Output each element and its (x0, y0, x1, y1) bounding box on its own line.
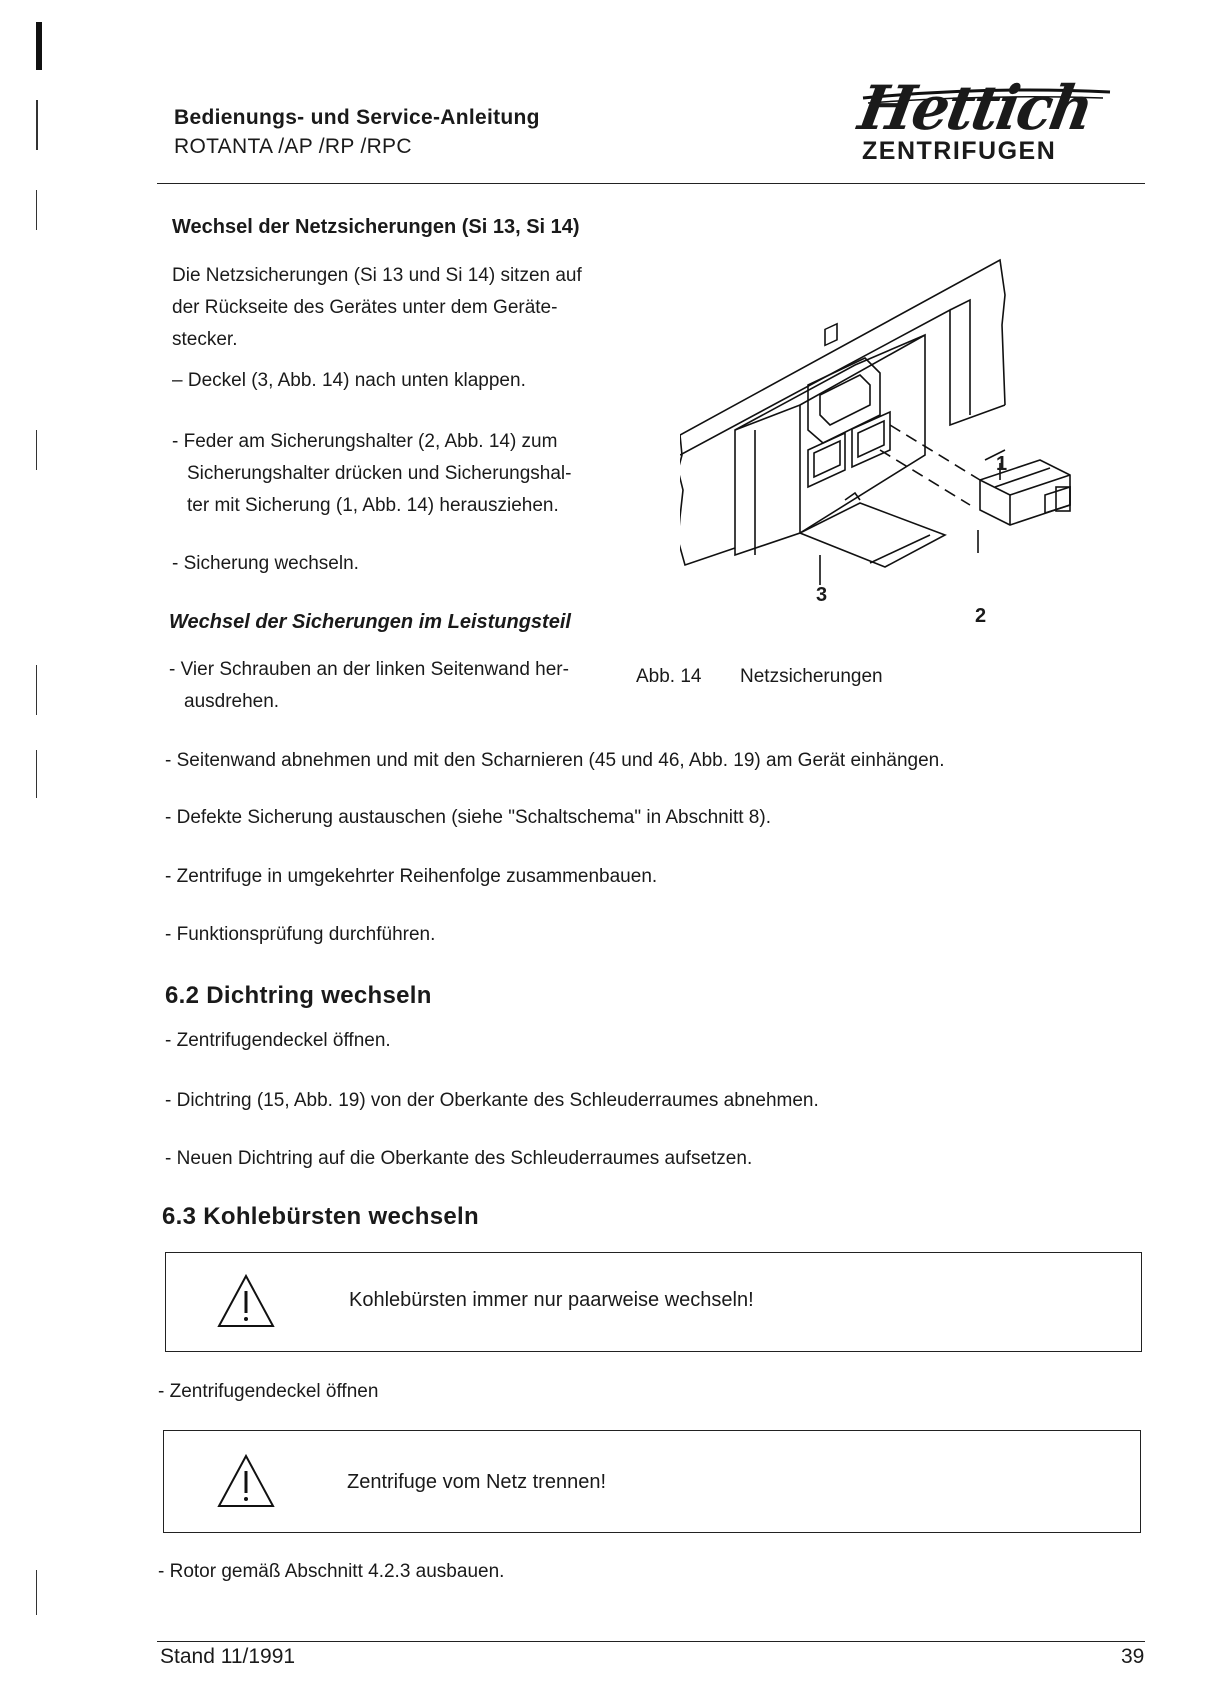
warning-text-brushes: Kohlebürsten immer nur paarweise wechseln! (349, 1289, 754, 1311)
footer-rule (157, 1641, 1145, 1642)
power-step-4: - Zentrifuge in umgekehrter Reihenfolge zusammenbauen. (165, 866, 658, 887)
hettich-logo (848, 70, 1118, 170)
scan-mark (36, 22, 42, 70)
scan-mark (36, 665, 37, 715)
fuse-step-2 (172, 426, 571, 522)
section-6-2-step-3: - Neuen Dichtring auf die Oberkante des Schleuderraumes aufsetzen. (165, 1148, 753, 1169)
power-step-1 (169, 654, 569, 718)
logo-wordmark: Hettich (853, 72, 1098, 144)
logo-subtitle: ZENTRIFUGEN (862, 137, 1057, 165)
model-line: ROTANTA /AP /RP /RPC (174, 135, 412, 158)
text-line: - Vier Schrauben an der linken Seitenwand her- (169, 659, 569, 680)
section-6-2-step-2: - Dichtring (15, Abb. 19) von der Oberkante des Schleuderraumes abnehmen. (165, 1090, 819, 1111)
power-step-2: - Seitenwand abnehmen und mit den Scharnieren (45 und 46, Abb. 19) am Gerät einhängen. (165, 750, 945, 771)
header-rule (157, 183, 1145, 184)
scan-mark (36, 190, 37, 230)
section-6-3-step-2: - Rotor gemäß Abschnitt 4.2.3 ausbauen. (158, 1561, 505, 1582)
section-6-2-heading: 6.2 Dichtring wechseln (165, 982, 432, 1009)
figure-caption-text: Netzsicherungen (740, 666, 883, 687)
figure-label-1: 1 (996, 453, 1008, 475)
text-line: stecker. (172, 329, 238, 350)
section-6-2-step-1: - Zentrifugendeckel öffnen. (165, 1030, 391, 1051)
warning-text-power: Zentrifuge vom Netz trennen! (347, 1471, 607, 1493)
figure-label-2: 2 (975, 605, 987, 627)
fuse-section-heading: Wechsel der Netzsicherungen (Si 13, Si 14) (172, 216, 580, 238)
scan-mark (36, 1570, 37, 1615)
scan-mark (36, 100, 38, 150)
warning-triangle-icon (216, 1453, 276, 1509)
scan-mark (36, 750, 37, 798)
warning-triangle-icon (216, 1273, 276, 1329)
power-section-heading: Wechsel der Sicherungen im Leistungsteil (169, 611, 571, 633)
warning-box-power (163, 1430, 1141, 1533)
fuse-intro (172, 260, 582, 356)
page-number: 39 (1121, 1645, 1145, 1668)
text-line: Die Netzsicherungen (Si 13 und Si 14) sitzen auf (172, 265, 582, 286)
power-step-5: - Funktionsprüfung durchführen. (165, 924, 436, 945)
footer-stand: Stand 11/1991 (160, 1645, 296, 1668)
section-6-3-step-1: - Zentrifugendeckel öffnen (158, 1381, 379, 1402)
fuse-step-3: - Sicherung wechseln. (172, 553, 359, 574)
figure-caption-number: Abb. 14 (636, 666, 702, 687)
power-step-3: - Defekte Sicherung austauschen (siehe "Schaltschema" in Abschnitt 8). (165, 807, 771, 828)
text-line: ter mit Sicherung (1, Abb. 14) herausziehen. (187, 495, 559, 516)
fuse-step-1: – Deckel (3, Abb. 14) nach unten klappen. (172, 370, 526, 391)
section-6-3-heading: 6.3 Kohlebürsten wechseln (162, 1203, 479, 1230)
scan-mark (36, 430, 37, 470)
warning-box-brushes (165, 1252, 1142, 1352)
text-line: - Feder am Sicherungshalter (2, Abb. 14) zum (172, 431, 558, 452)
document-title: Bedienungs- und Service-Anleitung (174, 106, 540, 129)
text-line: der Rückseite des Gerätes unter dem Geräte- (172, 297, 558, 318)
text-line: ausdrehen. (184, 691, 280, 712)
fuse-holder-diagram (680, 255, 1130, 615)
text-line: Sicherungshalter drücken und Sicherungshal- (187, 463, 572, 484)
figure-label-3: 3 (816, 584, 828, 606)
